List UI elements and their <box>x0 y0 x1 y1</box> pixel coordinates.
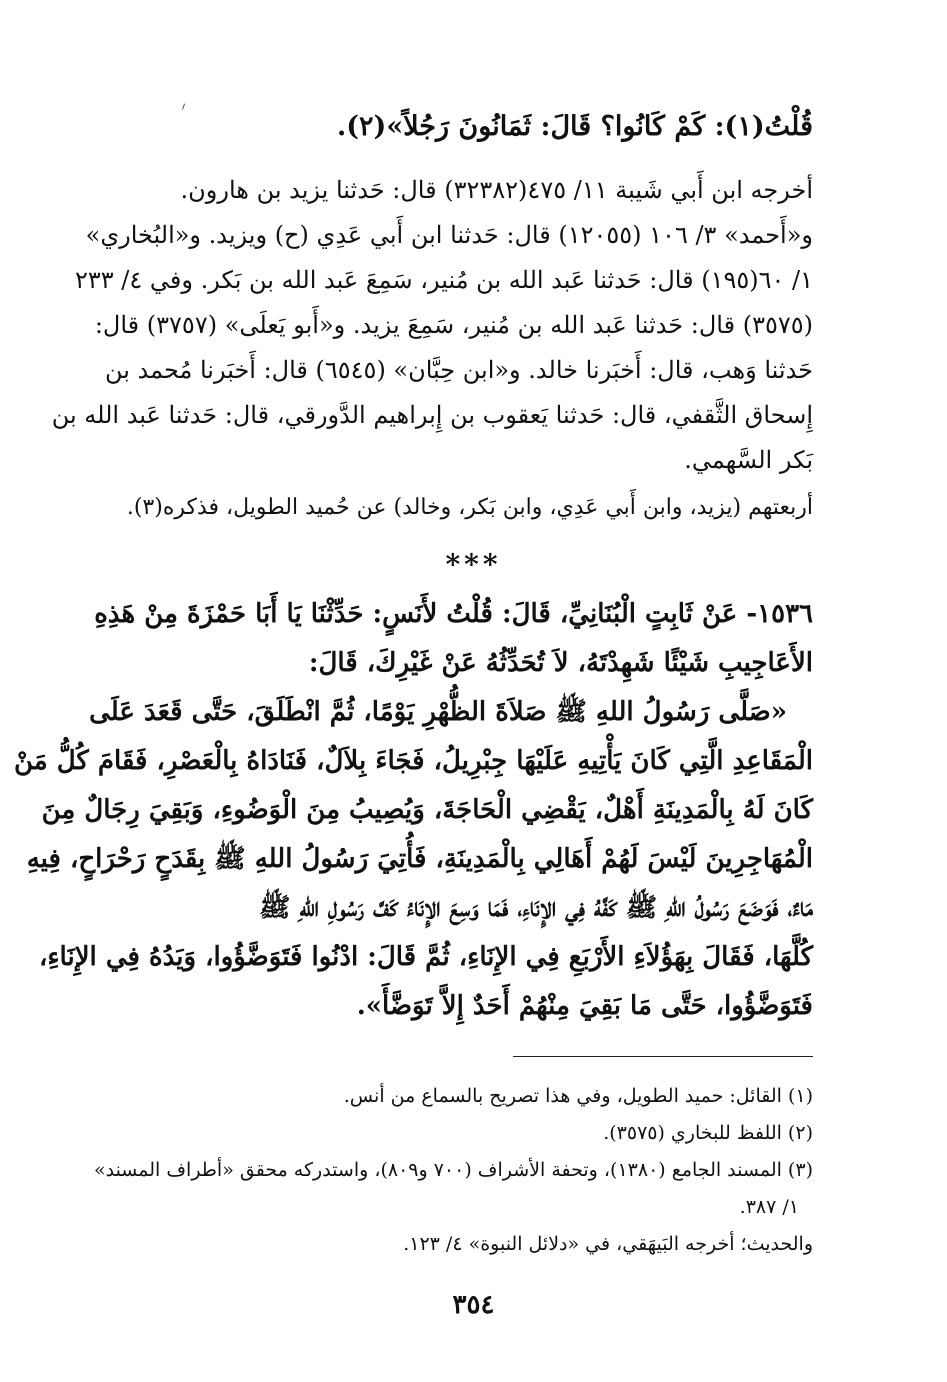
hadith-line: مَاءٌ، فَوَضَعَ رَسُولُ اللهِ ﷺ كَفَّهُ فِي الإِنَاءِ، فَمَا وَسِعَ الإِنَاءُ كَفَّ رَسُولِ اللهِ ﷺ <box>259 893 813 923</box>
hadith-intro-line: قُلْتُ(١): كَمْ كَانُوا؟ قَالَ: ثَمَانُونَ رَجُلاً»(٢). <box>336 111 813 142</box>
footnote-2: (٢) اللفظ للبخاري (٣٥٧٥). <box>603 1122 813 1144</box>
takhrij-line: أخرجه ابن أَبي شَيبة ١١/ ٤٧٥(٣٢٣٨٢) قال: حَدثنا يزيد بن هارون. <box>180 176 813 204</box>
takhrij-line: حَدثنا وَهب، قال: أَخبَرنا خالد. و«ابن حِبَّان» (٦٥٤٥) قال: أَخبَرنا مُحمد بن <box>104 356 813 384</box>
section-separator: *** <box>445 548 502 581</box>
footnote-1: (١) القائل: حميد الطويل، وفي هذا تصريح بالسماع من أنس. <box>343 1085 813 1107</box>
hadith-intro <box>78 100 813 154</box>
hadith-line: ١٥٣٦- عَنْ ثَابِتٍ الْبُنَانِيِّ، قَالَ: قُلْتُ لأَنَسٍ: حَدِّثْنَا يَا أَبَا حَمْزَةَ مِنْ هَذِهِ <box>94 599 813 629</box>
page-number: ٣٥٤ <box>452 1290 495 1320</box>
summary-line: أربعتهم (يزيد، وابن أَبي عَدِي، وابن بَكر، وخالد) عن حُميد الطويل، فذكره(٣). <box>126 495 813 520</box>
footnote-3-note: والحديث؛ أخرجه البَيهَقي، في «دلائل النبوة» ٤/ ١٢٣. <box>403 1233 813 1255</box>
footnote-3: (٣) المسند الجامع (١٣٨٠)، وتحفة الأشراف (٧٠٠ و٨٠٩)، واستدركه محقق «أطراف المسند» <box>93 1159 813 1181</box>
hadith-line: كَانَ لَهُ بِالْمَدِينَةِ أَهْلٌ، يَقْضِي الْحَاجَةَ، وَيُصِيبُ مِنَ الْوَضُوءِ، وَبَقِيَ رِجَالٌ مِنَ <box>41 795 813 825</box>
footnote-3-continuation: ١/ ٣٨٧. <box>739 1196 799 1218</box>
hadith-line: الْمُهَاجِرِينَ لَيْسَ لَهُمْ أَهَالِي بِالْمَدِينَةِ، فَأُتِيَ رَسُولُ اللهِ ﷺ بِقَدَحٍ رَحْرَاحٍ، فِيهِ <box>26 844 813 874</box>
footnote-divider <box>513 1056 813 1057</box>
takhrij-line: و«أَحمد» ٣/ ١٠٦ (١٢٠٥٥) قال: حَدثنا ابن أَبي عَدِي (ح) ويزيد. و«البُخاري» <box>85 221 813 249</box>
takhrij-line: ١/ ٦٠(١٩٥) قال: حَدثنا عَبد الله بن مُنير، سَمِعَ عَبد الله بن بَكر. وفي ٤/ ٢٣٣ <box>75 266 813 294</box>
takhrij-paragraph <box>51 168 813 483</box>
hadith-line: كُلَّهَا، فَقَالَ بِهَؤُلاَءِ الأَرْبَعِ فِي الإِنَاءِ، ثُمَّ قَالَ: ادْنُوا فَتَوَضَّؤُوا، وَيَدُهُ فِي الإِنَاءِ، <box>38 942 813 972</box>
hadith-line: فَتَوَضَّؤُوا، حَتَّى مَا بَقِيَ مِنْهُمْ أَحَدٌ إِلاَّ تَوَضَّأَ». <box>356 991 813 1021</box>
footnotes <box>78 1078 813 1263</box>
takhrij-line: (٣٥٧٥) قال: حَدثنا عَبد الله بن مُنير، سَمِعَ يزيد. و«أَبو يَعلَى» (٣٧٥٧) قال: <box>94 311 813 339</box>
takhrij-line: إِسحاق الثَّقفي، قال: حَدثنا يَعقوب بن إِبراهيم الدَّورقي، قال: حَدثنا عَبد الله بن <box>51 401 813 429</box>
hadith-line: الأَعَاجِيبِ شَيْئًا شَهِدْتَهُ، لاَ تُحَدِّثُهُ عَنْ غَيْرِكَ، قَالَ: <box>308 648 813 678</box>
summary-paragraph <box>78 488 813 528</box>
hadith-line: الْمَقَاعِدِ الَّتِي كَانَ يَأْتِيهِ عَلَيْهَا جِبْرِيلُ، فَجَاءَ بِلاَلٌ، فَنَادَاهُ بِالْعَصْرِ، فَقَامَ كُلُّ مَنْ <box>13 746 813 776</box>
hadith-text <box>13 590 813 1031</box>
hadith-line: «صَلَّى رَسُولُ اللهِ ﷺ صَلاَةَ الظُّهْرِ يَوْمًا، ثُمَّ انْطَلَقَ، حَتَّى قَعَدَ عَلَى <box>89 697 787 727</box>
takhrij-line: بَكر السَّهمي. <box>684 446 813 474</box>
